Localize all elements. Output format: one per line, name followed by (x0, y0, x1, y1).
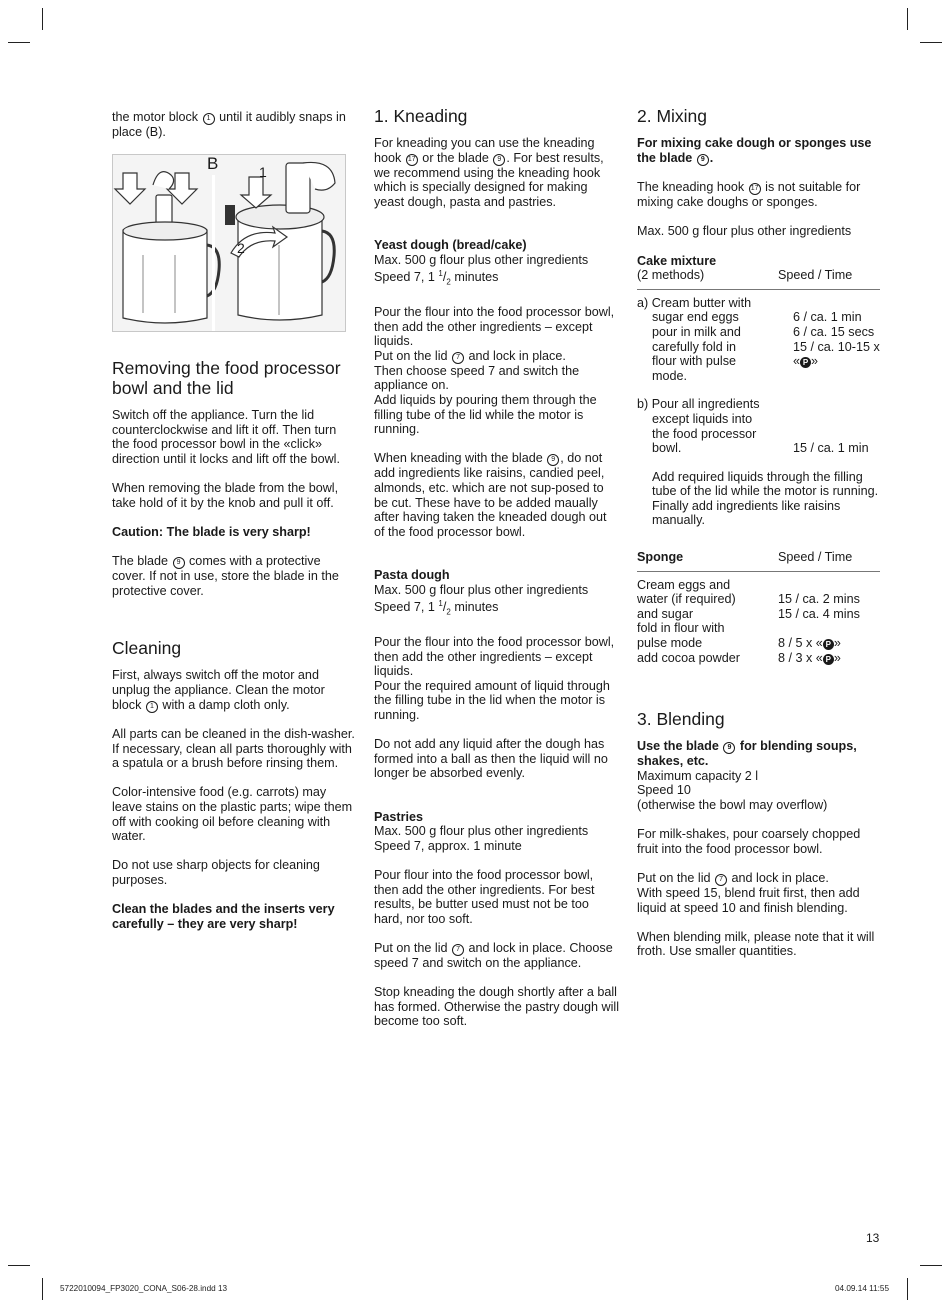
text-line: Maximum capacity 2 l (637, 768, 759, 783)
ref-symbol: 9 (493, 154, 505, 166)
method-b: b) Pour all ingredients except liquids into the food processor bowl. 15 / ca. 1 min (637, 397, 869, 456)
assembly-illustration (112, 154, 346, 332)
paragraph: For milk-shakes, pour coarsely chopped fruit into the food processor bowl. (637, 827, 861, 856)
pulse-icon: P (823, 654, 834, 665)
column-left (112, 110, 357, 946)
crop-mark (8, 42, 30, 43)
footer-timestamp: 04.09.14 11:55 (835, 1284, 890, 1293)
paragraph: With speed 15, blend fruit first, then add liquid at speed 10 and finish blending. (637, 885, 860, 915)
heading-kneading: 1. Kneading (374, 106, 468, 126)
paragraph: Stop kneading the dough shortly after a ball has formed. Otherwise the pastry dough will become too soft. (374, 985, 619, 1029)
subheading-pasta: Pasta dough (374, 567, 450, 582)
paragraph: Add liquids by pouring them through the filling tube of the lid while the motor is running. (374, 393, 597, 437)
paragraph: Color-intensive food (e.g. carrots) may leave stains on the plastic parts; wipe them off with cooking oil before cleaning with water. (112, 785, 353, 844)
text-line: Speed 7, approx. 1 minute (374, 838, 522, 853)
paragraph: Do not add any liquid after the dough has formed into a ball as then the liquid will no longer be absorbed evenly. (374, 737, 608, 781)
paragraph: For kneading you can use the kneading hook 17 or the blade 9 . For best results, we recommend using the kneading hook which is specially designed for making yeast dough, pasta and pastries. (374, 136, 604, 209)
paragraph: The blade 9 comes with a protective cover. If not in use, store the blade in the protective cover. (112, 554, 339, 598)
text-line: Max. 500 g flour plus other ingredients (374, 582, 589, 597)
paragraph: Pour the flour into the food processor bowl, then add the other ingredients – except liquids. (374, 305, 615, 349)
paragraph: When kneading with the blade 9 , do not add ingredients like raisins, candied peel, almonds, etc. which are not sup-posed to be cut. These have to be added maually after having taken the kneaded dough out of the food processor bowl. (374, 451, 607, 539)
method-a: a) Cream butter with sugar end eggs 6 / ca. 1 min pour in milk and 6 / ca. 15 secs carefully fold in 15 / ca. 10-15 x flour with pulse « P » mode. (637, 295, 880, 383)
heading-blending: 3. Blending (637, 709, 725, 730)
intro-text: the motor block 1 until it audibly snaps in place (B). (112, 110, 346, 139)
heading-removing: Removing the food processor bowl and the lid (112, 358, 341, 399)
subheading-cake: Cake mixture (637, 253, 717, 268)
caution-text: Caution: The blade is very sharp! (112, 524, 311, 539)
warning-text: Clean the blades and the inserts very carefully – they are very sharp! (112, 902, 335, 931)
paragraph: Pour the required amount of liquid through the filling tube in the lid when the motor is running. (374, 678, 610, 722)
ref-symbol: 9 (723, 742, 735, 754)
text-line: Max. 500 g flour plus other ingredients (374, 824, 589, 839)
paragraph: First, always switch off the motor and unplug the appliance. Clean the motor block 1 with a damp cloth only. (112, 668, 325, 712)
paragraph: Add required liquids through the filling tube of the lid while the motor is running. Finally add ingredients like raisins manually. (652, 469, 879, 528)
sponge-header: Sponge Speed / Time (637, 550, 880, 572)
paragraph: When blending milk, please note that it will froth. Use smaller quantities. (637, 929, 875, 959)
heading-mixing: 2. Mixing (637, 106, 708, 126)
crop-mark (920, 1265, 942, 1266)
subheading-yeast: Yeast dough (bread/cake) (374, 237, 527, 252)
figure-label-2: 2 (237, 240, 245, 257)
ref-symbol: 9 (547, 454, 559, 466)
bold-intro: For mixing cake dough or sponges use the blade 9 . (637, 136, 872, 165)
paragraph: Max. 500 g flour plus other ingredients (637, 224, 852, 239)
pulse-icon: P (800, 357, 811, 368)
ref-symbol: 1 (146, 701, 158, 713)
ref-symbol: 1 (203, 113, 215, 125)
text-line: Max. 500 g flour plus other ingredients (374, 252, 589, 267)
paragraph: Pour flour into the food processor bowl, then add the other ingredients. For best results, be butter used must not be too hard, nor too soft. (374, 867, 595, 926)
paragraph: Then choose speed 7 and switch the appliance on. (374, 363, 580, 393)
text-line: Speed 7, 1 $^1/_2$ minutes (374, 269, 499, 287)
assembly-drawing (113, 155, 345, 331)
text-line: Speed 7, 1 $^1/_2$ minutes (374, 599, 499, 617)
crop-mark (920, 42, 942, 43)
figure-label-1: 1 (259, 164, 267, 181)
column-middle (374, 106, 619, 1043)
ref-symbol: 17 (406, 154, 418, 166)
page-number: 13 (866, 1231, 880, 1245)
paragraph: Pour the flour into the food processor bowl, then add the other ingredients – except liquids. (374, 635, 615, 679)
crop-mark (42, 1278, 43, 1300)
text-line: Speed 10 (637, 783, 691, 798)
heading-cleaning: Cleaning (112, 638, 182, 659)
text-line: (otherwise the bowl may overflow) (637, 798, 828, 812)
paragraph: Put on the lid 7 and lock in place. Choose speed 7 and switch on the appliance. (374, 940, 613, 970)
paragraph: Do not use sharp objects for cleaning purposes. (112, 858, 320, 888)
ref-symbol: 9 (697, 154, 709, 166)
subheading-pastries: Pastries (374, 809, 424, 824)
ref-symbol: 7 (452, 944, 464, 956)
sponge-table: Cream eggs and water (if required) 15 / ca. 2 mins and sugar 15 / ca. 4 mins fold in flour with pulse mode 8 / 5 x « P » add cocoa powder 8 / 3 x « P » (637, 577, 860, 665)
crop-mark (8, 1265, 30, 1266)
crop-mark (907, 1278, 908, 1300)
table-header: (2 methods) Speed / Time (637, 268, 880, 290)
footer-file-info: 5722010094_FP3020_CONA_S06-28.indd 13 (60, 1284, 228, 1293)
column-right (637, 106, 880, 974)
pulse-icon: P (823, 639, 834, 650)
crop-mark (907, 8, 908, 30)
paragraph: Switch off the appliance. Turn the lid counterclockwise and lift it off. Then turn the food processor bowl in the «click» direction until it locks and lift off the bowl. (112, 408, 340, 466)
bold-intro: Use the blade 9 for blending soups, shakes, etc. (637, 739, 857, 769)
paragraph: Put on the lid 7 and lock in place. (374, 348, 566, 363)
crop-mark (42, 8, 43, 30)
paragraph: When removing the blade from the bowl, take hold of it by the knob and pull it off. (112, 481, 339, 510)
ref-symbol: 9 (173, 557, 185, 569)
ref-symbol: 7 (452, 352, 464, 364)
paragraph: Put on the lid 7 and lock in place. (637, 870, 829, 885)
paragraph: The kneading hook 17 is not suitable for mixing cake doughs or sponges. (637, 180, 861, 210)
ref-symbol: 17 (749, 183, 761, 195)
figure-label-b: B (207, 154, 219, 174)
paragraph: All parts can be cleaned in the dish-washer. If necessary, clean all parts thoroughly with a spatula or a brush before rinsing them. (112, 727, 355, 771)
ref-symbol: 7 (715, 874, 727, 886)
